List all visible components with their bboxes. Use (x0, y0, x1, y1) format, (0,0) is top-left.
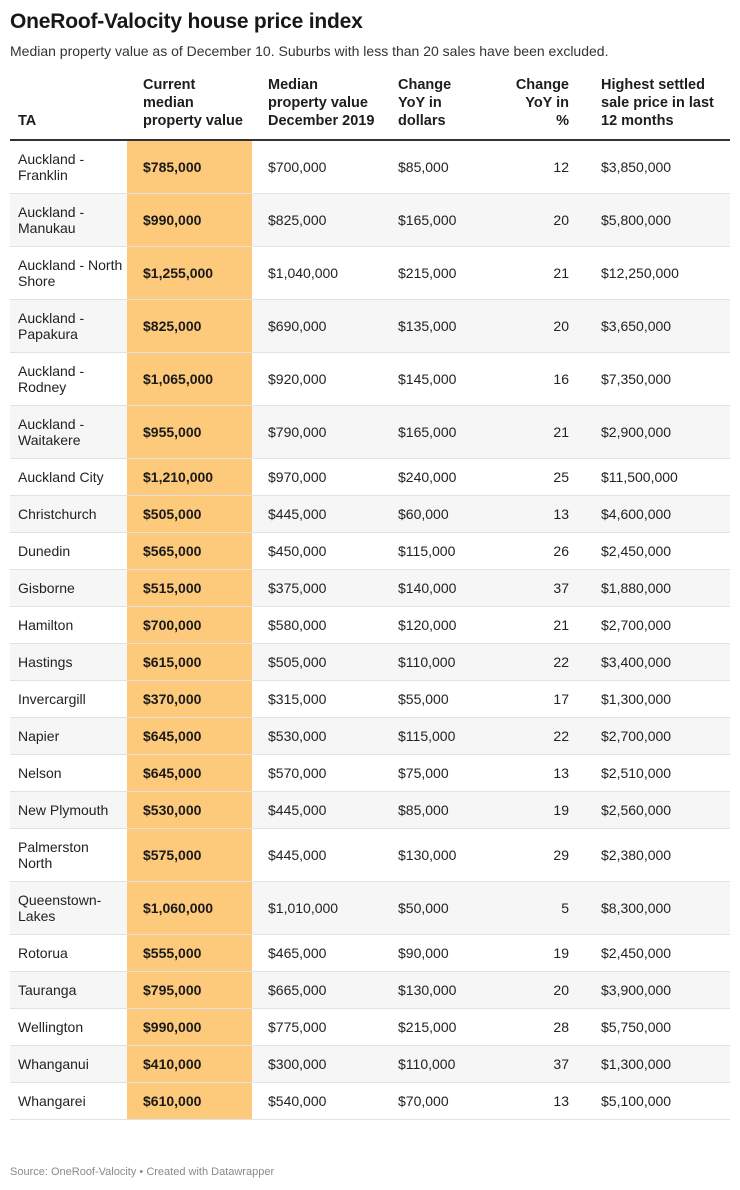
cell-change-dollars: $215,000 (384, 247, 490, 300)
cell-median-2019: $665,000 (252, 972, 384, 1009)
cell-highest-sale: $2,450,000 (577, 533, 730, 570)
cell-current-median: $530,000 (127, 792, 252, 829)
table-row (10, 1046, 730, 1083)
cell-median-2019: $690,000 (252, 300, 384, 353)
table-row (10, 194, 730, 247)
table-row (10, 496, 730, 533)
cell-change-percent: 28 (490, 1009, 577, 1046)
cell-ta: Auckland - Franklin (10, 140, 127, 194)
cell-current-median: $565,000 (127, 533, 252, 570)
cell-median-2019: $540,000 (252, 1083, 384, 1120)
cell-median-2019: $825,000 (252, 194, 384, 247)
cell-current-median: $410,000 (127, 1046, 252, 1083)
table-row (10, 829, 730, 882)
cell-change-percent: 13 (490, 1083, 577, 1120)
table-row (10, 533, 730, 570)
cell-change-dollars: $115,000 (384, 533, 490, 570)
cell-ta: Queenstown-Lakes (10, 882, 127, 935)
cell-change-percent: 22 (490, 644, 577, 681)
cell-highest-sale: $3,850,000 (577, 140, 730, 194)
cell-current-median: $515,000 (127, 570, 252, 607)
cell-highest-sale: $3,900,000 (577, 972, 730, 1009)
table-row (10, 607, 730, 644)
cell-highest-sale: $2,700,000 (577, 718, 730, 755)
chart-subtitle: Median property value as of December 10. Suburbs with less than 20 sales have been excluded. (10, 43, 609, 59)
cell-change-dollars: $165,000 (384, 406, 490, 459)
cell-ta: Whangarei (10, 1083, 127, 1120)
cell-change-percent: 19 (490, 792, 577, 829)
cell-ta: Auckland - Papakura (10, 300, 127, 353)
table-row (10, 140, 730, 194)
cell-current-median: $555,000 (127, 935, 252, 972)
cell-median-2019: $445,000 (252, 496, 384, 533)
cell-change-percent: 37 (490, 570, 577, 607)
price-index-table (10, 76, 730, 1120)
cell-change-percent: 21 (490, 607, 577, 644)
cell-change-percent: 5 (490, 882, 577, 935)
table-header-row (10, 76, 730, 140)
table-row (10, 570, 730, 607)
cell-median-2019: $580,000 (252, 607, 384, 644)
cell-highest-sale: $2,560,000 (577, 792, 730, 829)
cell-ta: Invercargill (10, 681, 127, 718)
cell-current-median: $505,000 (127, 496, 252, 533)
cell-ta: Christchurch (10, 496, 127, 533)
cell-change-dollars: $50,000 (384, 882, 490, 935)
table-body (10, 140, 730, 1120)
cell-median-2019: $375,000 (252, 570, 384, 607)
cell-ta: Dunedin (10, 533, 127, 570)
cell-highest-sale: $3,650,000 (577, 300, 730, 353)
cell-change-dollars: $240,000 (384, 459, 490, 496)
cell-current-median: $990,000 (127, 1009, 252, 1046)
cell-change-percent: 20 (490, 194, 577, 247)
table-row (10, 755, 730, 792)
cell-change-dollars: $165,000 (384, 194, 490, 247)
cell-highest-sale: $5,800,000 (577, 194, 730, 247)
cell-current-median: $1,210,000 (127, 459, 252, 496)
cell-highest-sale: $1,300,000 (577, 1046, 730, 1083)
cell-ta: Wellington (10, 1009, 127, 1046)
cell-highest-sale: $2,380,000 (577, 829, 730, 882)
column-header-current-median[interactable]: Current median property value (127, 76, 252, 140)
cell-current-median: $700,000 (127, 607, 252, 644)
cell-ta: Hastings (10, 644, 127, 681)
cell-highest-sale: $2,900,000 (577, 406, 730, 459)
cell-current-median: $370,000 (127, 681, 252, 718)
cell-highest-sale: $4,600,000 (577, 496, 730, 533)
cell-ta: Auckland - North Shore (10, 247, 127, 300)
cell-median-2019: $300,000 (252, 1046, 384, 1083)
cell-change-dollars: $120,000 (384, 607, 490, 644)
cell-change-percent: 25 (490, 459, 577, 496)
table-row (10, 681, 730, 718)
cell-change-percent: 26 (490, 533, 577, 570)
cell-highest-sale: $5,750,000 (577, 1009, 730, 1046)
cell-current-median: $615,000 (127, 644, 252, 681)
cell-median-2019: $700,000 (252, 140, 384, 194)
cell-highest-sale: $3,400,000 (577, 644, 730, 681)
cell-median-2019: $530,000 (252, 718, 384, 755)
cell-highest-sale: $5,100,000 (577, 1083, 730, 1120)
cell-change-dollars: $140,000 (384, 570, 490, 607)
cell-current-median: $1,065,000 (127, 353, 252, 406)
cell-change-dollars: $75,000 (384, 755, 490, 792)
cell-median-2019: $465,000 (252, 935, 384, 972)
cell-change-percent: 13 (490, 755, 577, 792)
cell-ta: New Plymouth (10, 792, 127, 829)
cell-change-percent: 16 (490, 353, 577, 406)
cell-change-dollars: $85,000 (384, 140, 490, 194)
cell-highest-sale: $11,500,000 (577, 459, 730, 496)
column-header-median-dec-2019[interactable]: Median property value December 2019 (252, 76, 384, 140)
cell-ta: Auckland - Rodney (10, 353, 127, 406)
cell-change-percent: 17 (490, 681, 577, 718)
cell-current-median: $1,060,000 (127, 882, 252, 935)
cell-ta: Auckland - Manukau (10, 194, 127, 247)
cell-highest-sale: $1,880,000 (577, 570, 730, 607)
cell-change-percent: 19 (490, 935, 577, 972)
cell-median-2019: $1,010,000 (252, 882, 384, 935)
cell-current-median: $795,000 (127, 972, 252, 1009)
table-row (10, 882, 730, 935)
cell-median-2019: $445,000 (252, 792, 384, 829)
cell-ta: Nelson (10, 755, 127, 792)
cell-change-dollars: $60,000 (384, 496, 490, 533)
cell-ta: Auckland City (10, 459, 127, 496)
cell-median-2019: $775,000 (252, 1009, 384, 1046)
cell-current-median: $645,000 (127, 718, 252, 755)
source-note: Source: OneRoof-Valocity • Created with Datawrapper (10, 1166, 275, 1178)
table-row (10, 718, 730, 755)
table-row (10, 644, 730, 681)
cell-ta: Hamilton (10, 607, 127, 644)
cell-current-median: $990,000 (127, 194, 252, 247)
cell-highest-sale: $1,300,000 (577, 681, 730, 718)
table-row (10, 1009, 730, 1046)
cell-median-2019: $920,000 (252, 353, 384, 406)
cell-median-2019: $970,000 (252, 459, 384, 496)
cell-current-median: $1,255,000 (127, 247, 252, 300)
cell-change-dollars: $145,000 (384, 353, 490, 406)
cell-change-dollars: $130,000 (384, 829, 490, 882)
chart-title: OneRoof-Valocity house price index (10, 10, 363, 33)
table-row (10, 935, 730, 972)
table-row (10, 972, 730, 1009)
cell-ta: Napier (10, 718, 127, 755)
cell-change-percent: 29 (490, 829, 577, 882)
cell-change-percent: 12 (490, 140, 577, 194)
cell-change-percent: 37 (490, 1046, 577, 1083)
cell-median-2019: $315,000 (252, 681, 384, 718)
cell-highest-sale: $12,250,000 (577, 247, 730, 300)
cell-highest-sale: $2,510,000 (577, 755, 730, 792)
cell-median-2019: $445,000 (252, 829, 384, 882)
cell-change-percent: 20 (490, 972, 577, 1009)
cell-median-2019: $1,040,000 (252, 247, 384, 300)
cell-median-2019: $570,000 (252, 755, 384, 792)
cell-change-percent: 20 (490, 300, 577, 353)
cell-current-median: $955,000 (127, 406, 252, 459)
cell-highest-sale: $2,700,000 (577, 607, 730, 644)
cell-change-dollars: $55,000 (384, 681, 490, 718)
cell-change-percent: 21 (490, 247, 577, 300)
cell-median-2019: $790,000 (252, 406, 384, 459)
cell-ta: Palmerston North (10, 829, 127, 882)
column-header-change-dollars[interactable]: Change YoY in dollars (384, 76, 490, 140)
cell-current-median: $575,000 (127, 829, 252, 882)
cell-change-dollars: $90,000 (384, 935, 490, 972)
table-row (10, 247, 730, 300)
cell-ta: Gisborne (10, 570, 127, 607)
cell-change-dollars: $85,000 (384, 792, 490, 829)
cell-highest-sale: $7,350,000 (577, 353, 730, 406)
cell-ta: Rotorua (10, 935, 127, 972)
cell-current-median: $825,000 (127, 300, 252, 353)
cell-current-median: $645,000 (127, 755, 252, 792)
cell-change-dollars: $115,000 (384, 718, 490, 755)
cell-current-median: $785,000 (127, 140, 252, 194)
cell-current-median: $610,000 (127, 1083, 252, 1120)
table-row (10, 300, 730, 353)
cell-change-dollars: $70,000 (384, 1083, 490, 1120)
column-header-change-percent[interactable]: Change YoY in % (490, 76, 577, 140)
cell-highest-sale: $8,300,000 (577, 882, 730, 935)
cell-change-dollars: $215,000 (384, 1009, 490, 1046)
cell-highest-sale: $2,450,000 (577, 935, 730, 972)
cell-change-dollars: $135,000 (384, 300, 490, 353)
table-row (10, 459, 730, 496)
table-row (10, 406, 730, 459)
cell-ta: Auckland - Waitakere (10, 406, 127, 459)
table-row (10, 353, 730, 406)
cell-ta: Tauranga (10, 972, 127, 1009)
cell-change-percent: 13 (490, 496, 577, 533)
cell-median-2019: $450,000 (252, 533, 384, 570)
cell-median-2019: $505,000 (252, 644, 384, 681)
column-header-ta[interactable]: TA (10, 76, 127, 140)
cell-change-dollars: $130,000 (384, 972, 490, 1009)
cell-change-dollars: $110,000 (384, 644, 490, 681)
table-row (10, 1083, 730, 1120)
cell-change-dollars: $110,000 (384, 1046, 490, 1083)
cell-ta: Whanganui (10, 1046, 127, 1083)
cell-change-percent: 22 (490, 718, 577, 755)
column-header-highest-sale[interactable]: Highest settled sale price in last 12 months (577, 76, 730, 140)
table-row (10, 792, 730, 829)
cell-change-percent: 21 (490, 406, 577, 459)
